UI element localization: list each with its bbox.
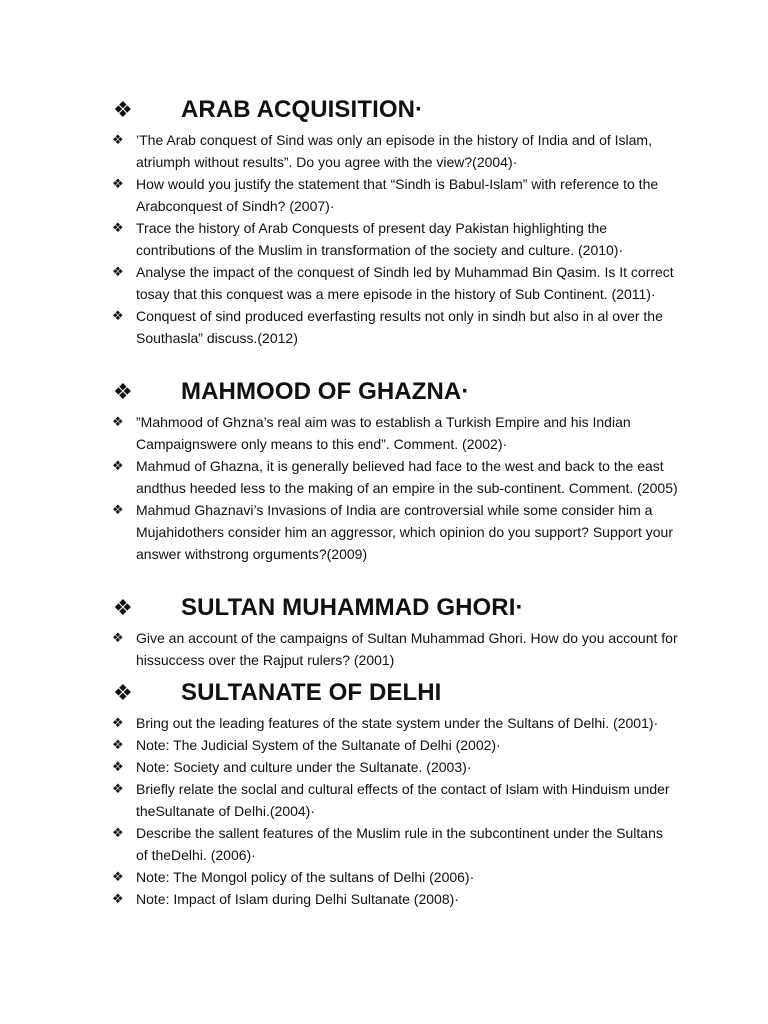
item-text: ”Mahmood of Ghzna’s real aim was to establish a Turkish Empire and his Indian Campaignswere only means to this end”. Comment. (2002)· — [136, 414, 631, 452]
diamond-bullet-icon: ❖ — [112, 458, 124, 473]
section-sultan-muhammad-ghori — [0, 593, 768, 671]
diamond-bullet-icon: ❖ — [112, 220, 124, 235]
diamond-bullet-icon: ❖ — [112, 891, 124, 906]
section-heading — [0, 95, 768, 129]
diamond-bullet-icon: ❖ — [112, 781, 124, 796]
list-item — [0, 627, 768, 671]
diamond-bullet-icon: ❖ — [112, 825, 124, 840]
item-text: Conquest of sind produced everfasting results not only in sindh but also in al over the Southasla” discuss.(2012) — [136, 308, 663, 346]
section-title: SULTANATE OF DELHI — [181, 679, 442, 706]
diamond-bullet-icon: ❖ — [113, 97, 133, 122]
item-text: Bring out the leading features of the state system under the Sultans of Delhi. (2001)· — [136, 715, 659, 731]
diamond-bullet-icon: ❖ — [112, 176, 124, 191]
section-arab-acquisition — [0, 95, 768, 349]
item-text: Give an account of the campaigns of Sultan Muhammad Ghori. How do you account for hissuccess over the Rajput rulers? (2001) — [136, 630, 678, 668]
list-item — [0, 888, 768, 910]
list-item — [0, 866, 768, 888]
diamond-bullet-icon: ❖ — [112, 715, 124, 730]
item-text: How would you justify the statement that “Sindh is Babul-Islam” with reference to the Arabconquest of Sindh? (2007)· — [136, 176, 659, 214]
list-item — [0, 778, 768, 822]
item-text: Note: The Judicial System of the Sultanate of Delhi (2002)· — [136, 737, 501, 753]
diamond-bullet-icon: ❖ — [112, 502, 124, 517]
diamond-bullet-icon: ❖ — [112, 869, 124, 884]
list-item — [0, 822, 768, 866]
list-item — [0, 261, 768, 305]
section-title: SULTAN MUHAMMAD GHORI· — [181, 594, 524, 621]
diamond-bullet-icon: ❖ — [112, 759, 124, 774]
item-text: Note: The Mongol policy of the sultans of Delhi (2006)· — [136, 869, 475, 885]
section-heading — [0, 593, 768, 627]
section-heading — [0, 377, 768, 411]
item-text: Analyse the impact of the conquest of Sindh led by Muhammad Bin Qasim. Is It correct tosay that this conquest was a mere episode in the history of Sub Continent. (2011)· — [136, 264, 674, 302]
diamond-bullet-icon: ❖ — [113, 595, 133, 620]
section-sultanate-of-delhi — [0, 678, 768, 910]
list-item — [0, 712, 768, 734]
diamond-bullet-icon: ❖ — [112, 630, 124, 645]
section-mahmood-of-ghazna — [0, 377, 768, 565]
diamond-bullet-icon: ❖ — [113, 680, 133, 705]
diamond-bullet-icon: ❖ — [112, 264, 124, 279]
list-item — [0, 305, 768, 349]
section-heading — [0, 678, 768, 712]
diamond-bullet-icon: ❖ — [112, 308, 124, 323]
question-list — [0, 712, 768, 910]
list-item — [0, 455, 768, 499]
question-list — [0, 411, 768, 565]
section-title: MAHMOOD OF GHAZNA· — [181, 378, 470, 405]
section-title: ARAB ACQUISITION· — [181, 96, 424, 123]
item-text: Briefly relate the soclal and cultural effects of the contact of Islam with Hinduism under theSultanate of Delhi.(2004)· — [136, 781, 670, 819]
list-item — [0, 499, 768, 565]
list-item — [0, 217, 768, 261]
question-list — [0, 627, 768, 671]
list-item — [0, 129, 768, 173]
item-text: Mahmud Ghaznavi’s Invasions of India are controversial while some consider him a Mujahidothers consider him an aggressor, which opinion do you support? Support your answer withstrong orguments?(2009) — [136, 502, 673, 562]
list-item — [0, 411, 768, 455]
list-item — [0, 734, 768, 756]
list-item — [0, 756, 768, 778]
diamond-bullet-icon: ❖ — [112, 737, 124, 752]
diamond-bullet-icon: ❖ — [113, 379, 133, 404]
item-text: Trace the history of Arab Conquests of present day Pakistan highlighting the contributions of the Muslim in transformation of the society and culture. (2010)· — [136, 220, 624, 258]
diamond-bullet-icon: ❖ — [112, 132, 124, 147]
diamond-bullet-icon: ❖ — [112, 414, 124, 429]
item-text: Note: Impact of Islam during Delhi Sultanate (2008)· — [136, 891, 459, 907]
item-text: Describe the sallent features of the Muslim rule in the subcontinent under the Sultans of theDelhi. (2006)· — [136, 825, 663, 863]
item-text: ’The Arab conquest of Sind was only an episode in the history of India and of Islam, atriumph without results”. Do you agree with the view?(2004)· — [136, 132, 652, 170]
list-item — [0, 173, 768, 217]
item-text: Note: Society and culture under the Sultanate. (2003)· — [136, 759, 472, 775]
item-text: Mahmud of Ghazna, it is generally believed had face to the west and back to the east andthus heeded less to the making of an empire in the sub-continent. Comment. (2005) — [136, 458, 678, 496]
question-list — [0, 129, 768, 349]
